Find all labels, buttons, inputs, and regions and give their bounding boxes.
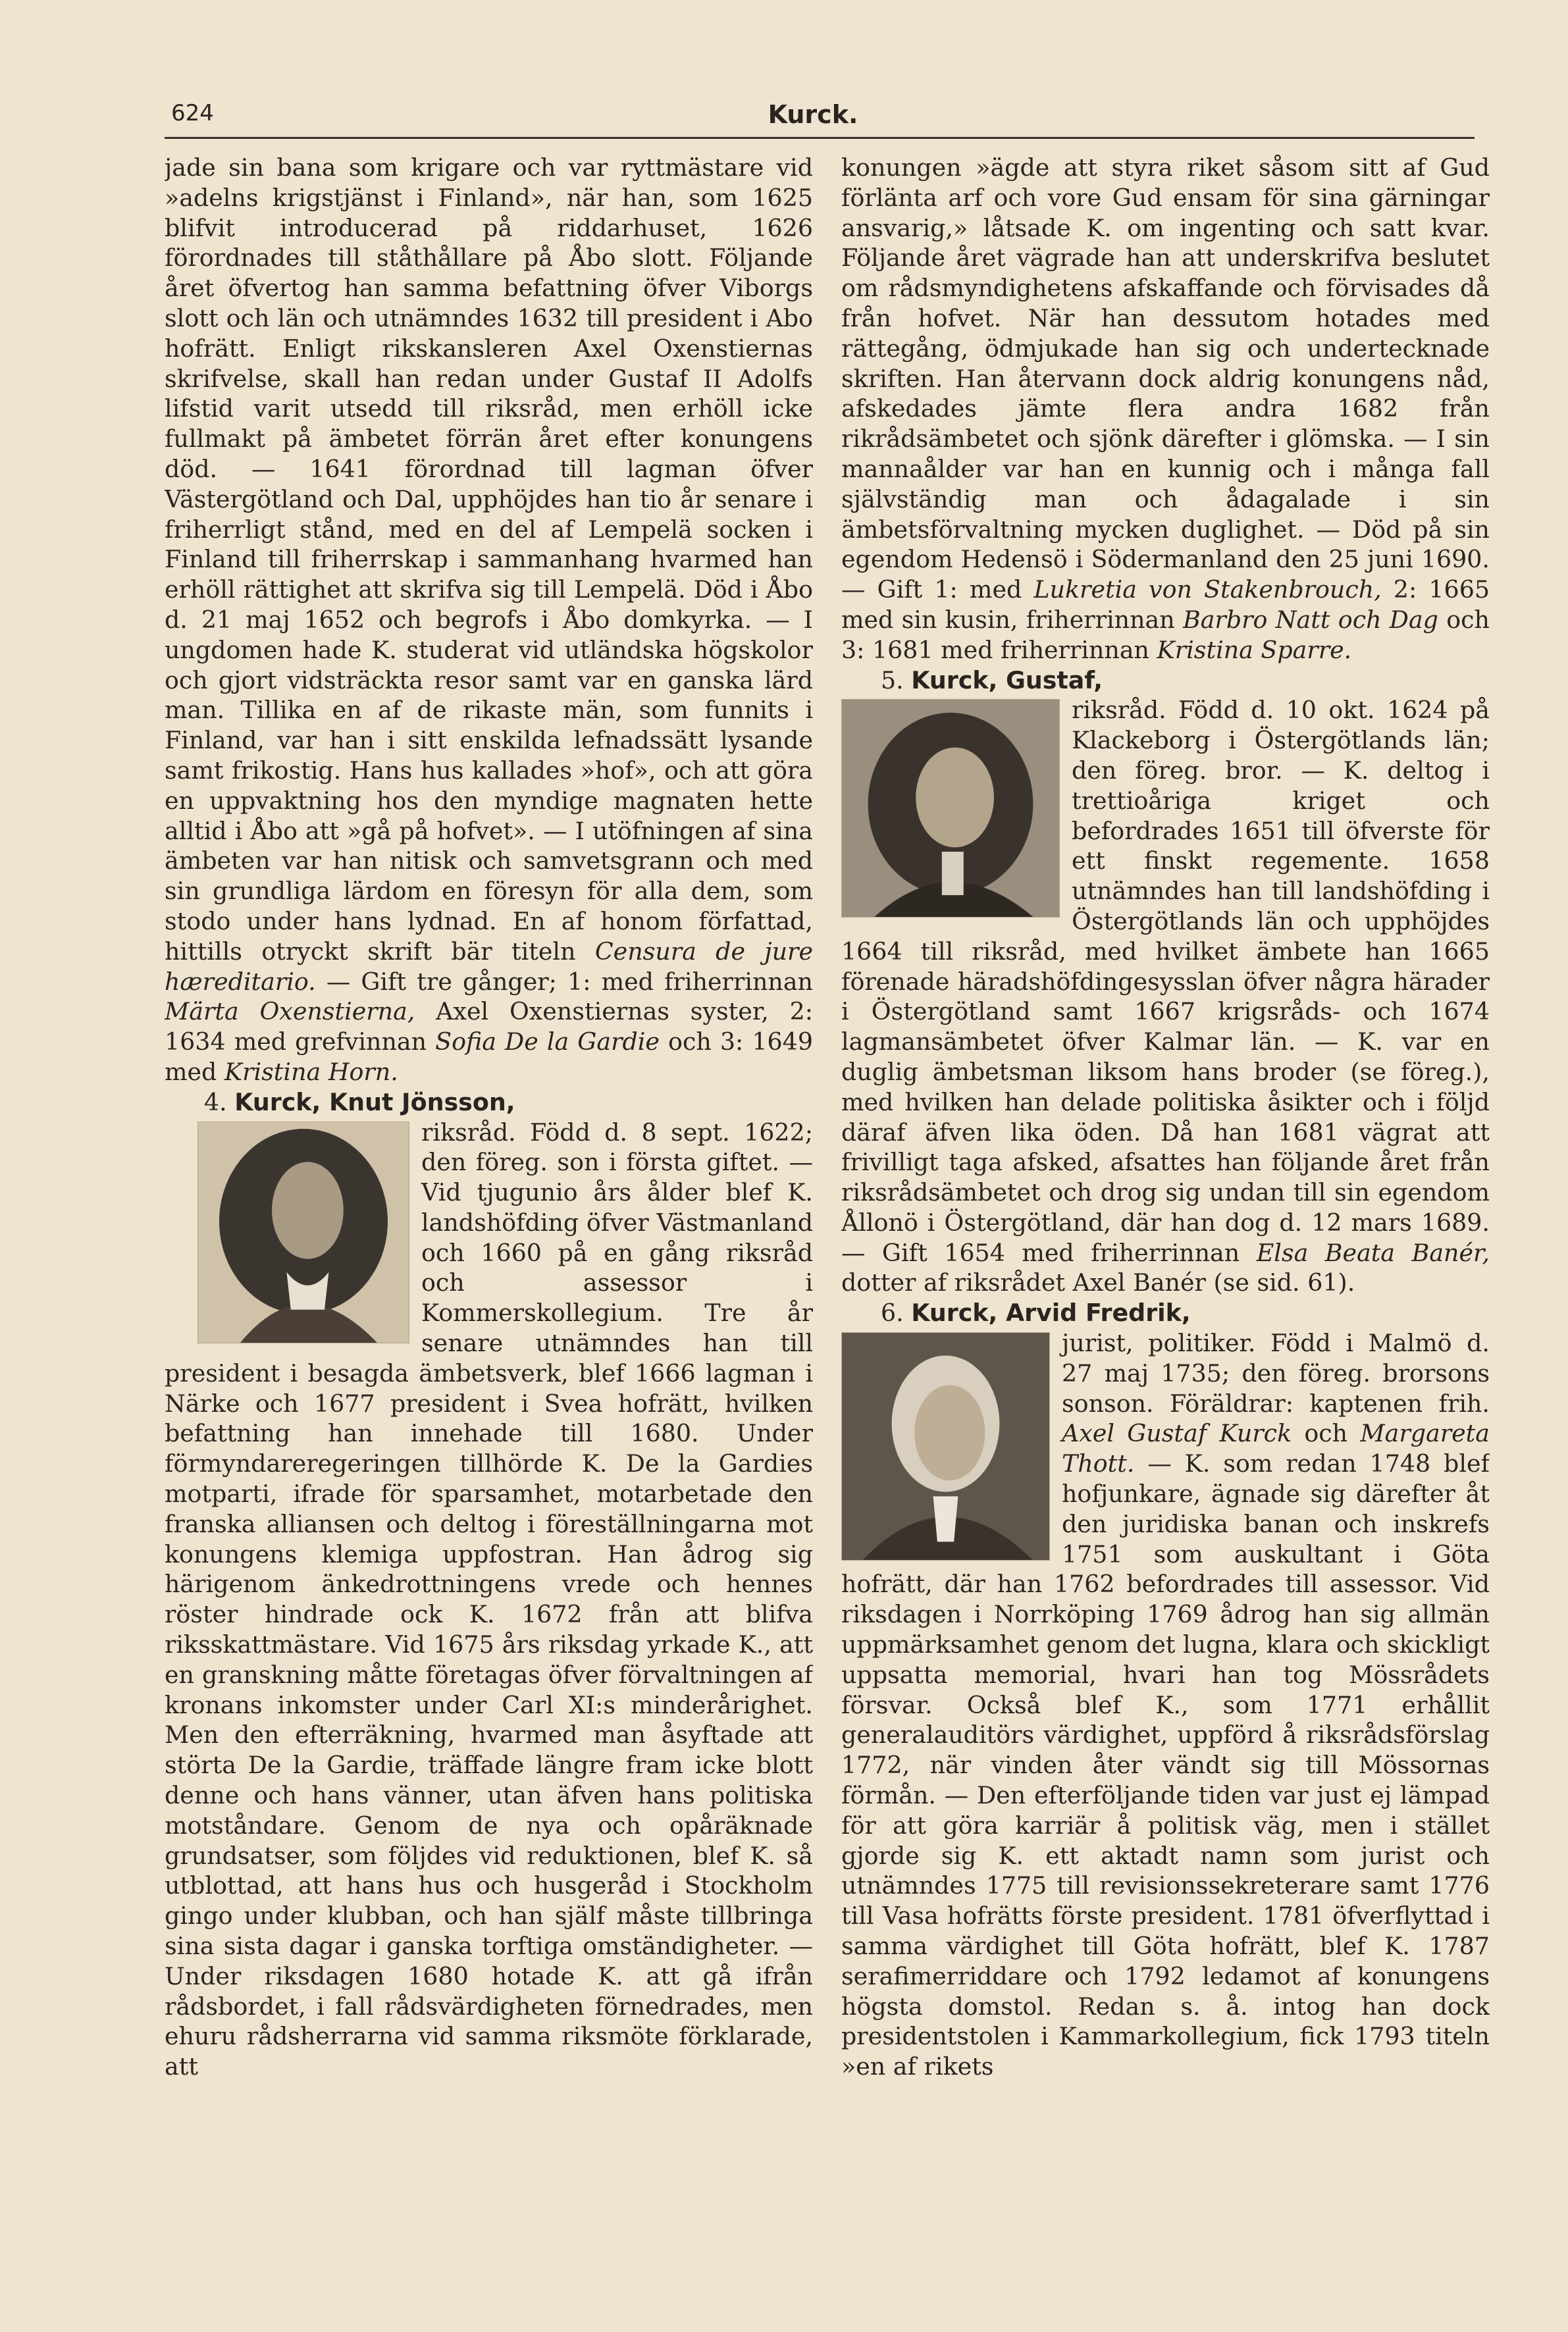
- entry-6-heading: 6. Kurck, Arvid Fredrik,: [881, 1299, 1191, 1328]
- entry-4-name: Kurck, Knut Jönsson,: [234, 1087, 515, 1116]
- entry-3-continuation: jade sin bana som krigare och var ryttmästare vid »adelns krigstjänst i Finland», när han, som 1625 blifvit introducerad på riddarhuset, 1626 förordnades till ståthållare på Åbo slott. Följande året öfvertog han samma befattning öfver Viborgs slott och län och utnämndes 1632 till president i Abo hofrätt. Enligt rikskansleren Axel Oxenstiernas skrifvelse, skall han redan under Gustaf II Adolfs lifstid varit utsedd till riksråd, men erhöll icke fullmakt på ämbetet förrän året efter konungens död. — 1641 förordnad till lagman öfver Västergötland och Dal, upphöjdes han tio år senare i friherrligt stånd, med en del af Lempelä socken i Finland till friherrskap i sammanhang hvarmed han erhöll rättighet att skrifva sig till Lempelä. Död i Åbo d. 21 maj 1652 och begrofs i Åbo domkyrka. — I ungdomen hade K. studerat vid utländska högskolor och gjort vidsträckta resor samt var en ganska lärd man. Tillika en af de rikaste män, som funnits i Finland, var han i sitt enskilda lefnadssätt lysande samt frikostig. Hans hus kallades »hof», och att göra en uppvaktning hos den myndige magnaten hette alltid i Åbo att »gå på hofvet». — I utöfningen af sina ämbeten var han nitisk och samvetsgrann och med sin grundliga lärdom en föresyn för alla dem, som stodo under hans lydnad. En af honom författad, hittills otryckt skrift bär titeln Censura de jure hæreditario. — Gift tre gånger; 1: med friherrinnan Märta Oxenstierna, Axel Oxenstiernas syster, 2: 1634 med grefvinnan Sofia De la Gardie och 3: 1649 med Kristina Horn.: [165, 153, 813, 1086]
- portrait-arvid-fredrik-kurck: [841, 1332, 1050, 1561]
- entry-5-text: riksråd. Född d. 10 okt. 1624 på Klackeborg i Östergötlands län; den föreg. bror. — K. deltog i trettioåriga kriget och befordrades 1651 till öfverste för ett finskt regemente. 1658 utnämndes han till landshöfding i Östergötlands län och upphöjdes 1664 till riksråd, med hvilket ämbete han 1665 förenade häradshöfdingesysslan öfver några härader i Östergötland samt 1667 krigsråds- och 1674 lagmansämbetet öfver Kalmar län. — K. var en duglig ämbetsman liksom hans broder (se föreg.), med hvilken han delade politiska åsikter och i följd däraf äfven lika öden. Då han 1681 vägrat att frivilligt taga afsked, afsattes han följande året från riksrådsämbetet och drog sig undan till sin egendom Ållonö i Östergötland, där han dog d. 12 mars 1689. — Gift 1654 med friherrinnan Elsa Beata Banér, dotter af riksrådet Axel Banér (se sid. 61).: [841, 696, 1490, 1297]
- page-number: 624: [171, 100, 214, 126]
- header-rule: [165, 137, 1475, 139]
- running-head: [151, 100, 1475, 132]
- entry-5-name: Kurck, Gustaf,: [911, 665, 1103, 694]
- right-column: [841, 153, 1490, 2226]
- entry-6-text: jurist, politiker. Född i Malmö d. 27 maj 1735; den föreg. brorsons sonson. Föräldrar: kaptenen frih. Axel Gustaf Kurck och Margareta Thott. — K. som redan 1748 blef hofjunkare, ägnade sig därefter åt den juridiska banan och inskrefs 1751 som auskultant i Göta hofrätt, där han 1762 befordrades till assessor. Vid riksdagen i Norrköping 1769 ådrog han sig allmän uppmärksamhet genom det lugna, klara och skickligt uppsatta memorial, hvari han tog Mössrådets försvar. Också blef K., som 1771 erhållit generalauditörs värdighet, uppförd å riksrådsförslag 1772, när vinden åter vändt sig till Mössornas förmån. — Den efterföljande tiden var just ej lämpad för att göra karriär å politisk väg, men i stället gjorde sig K. ett aktadt namn som jurist och utnämndes 1775 till revisionssekreterare samt 1776 till Vasa hofrätts förste president. 1781 öfverflyttad i samma värdighet till Göta hofrätt, blef K. 1787 serafimerriddare och 1792 ledamot af konungens högsta domstol. Redan s. å. intog han dock presidentstolen i Kammarkollegium, fick 1793 titeln »en af rikets: [841, 1329, 1490, 2081]
- portrait-knut-jonsson-kurck: [197, 1122, 409, 1343]
- entry-4-continuation: konungen »ägde att styra riket såsom sitt af Gud förlänta arf och vore Gud ensam för sina gärningar ansvarig,» låtsade K. om ingenting och satt kvar. Följande året vägrade han att underskrifva beslutet om rådsmyndighetens afskaffande och förvisades då från hofvet. När han dessutom hotades med rättegång, ödmjukade han sig och undertecknade skriften. Han återvann dock aldrig konungens nåd, afskedades jämte flera andra 1682 från rikrådsämbetet och sjönk därefter i glömska. — I sin mannaålder var han en kunnig och i många fall självständig man och ådagalade i sin ämbetsförvaltning mycken duglighet. — Död på sin egendom Hedensö i Södermanland den 25 juni 1690. — Gift 1: med Lukretia von Stakenbrouch, 2: 1665 med sin kusin, friherrinnan Barbro Natt och Dag och 3: 1681 med friherrinnan Kristina Sparre.: [841, 153, 1490, 664]
- entry-4-text: riksråd. Född d. 8 sept. 1622; den föreg. son i första giftet. — Vid tjugunio års ålder blef K. landshöfding öfver Västmanland och 1660 på en gång riksråd och assessor i Kommerskollegium. Tre år senare utnämndes han till president i besagda ämbetsverk, blef 1666 lagman i Närke och 1677 president i Svea hofrätt, hvilken befattning han innehade till 1680. Under förmyndareregeringen tillhörde K. De la Gardies motparti, ifrade för sparsamhet, motarbetade den franska alliansen och deltog i föreställningarna mot konungens klemiga uppfostran. Han ådrog sig härigenom änkedrottningens vrede och hennes röster hindrade ock K. 1672 från att blifva riksskattmästare. Vid 1675 års riksdag yrkade K., att en granskning måtte företagas öfver förvaltningen af kronans inkomster under Carl XI:s minderårighet. Men den efterräkning, hvarmed man åsyftade att störta De la Gardie, träffade längre fram icke blott denne och hans vänner, utan äfven hans politiska motståndare. Genom de nya och opåräknade grundsatser, som följdes vid reduktionen, blef K. så utblottad, att hans hus och husgeråd i Stockholm gingo under klubban, och han själf måste tillbringa sina sista dagar i ganska torftiga omständigheter. — Under riksdagen 1680 hotade K. att gå ifrån rådsbordet, i fall rådsvärdigheten förnedrades, men ehuru rådsherrarna vid samma riksmöte förklarade, att: [165, 1118, 813, 2081]
- header-title: Kurck.: [768, 100, 858, 129]
- portrait-gustaf-kurck: [841, 699, 1060, 918]
- entry-6-name: Kurck, Arvid Fredrik,: [911, 1299, 1191, 1328]
- entry-4-heading: 4. Kurck, Knut Jönsson,: [204, 1087, 515, 1116]
- entry-5-heading: 5. Kurck, Gustaf,: [881, 665, 1103, 694]
- left-column: [165, 153, 813, 2226]
